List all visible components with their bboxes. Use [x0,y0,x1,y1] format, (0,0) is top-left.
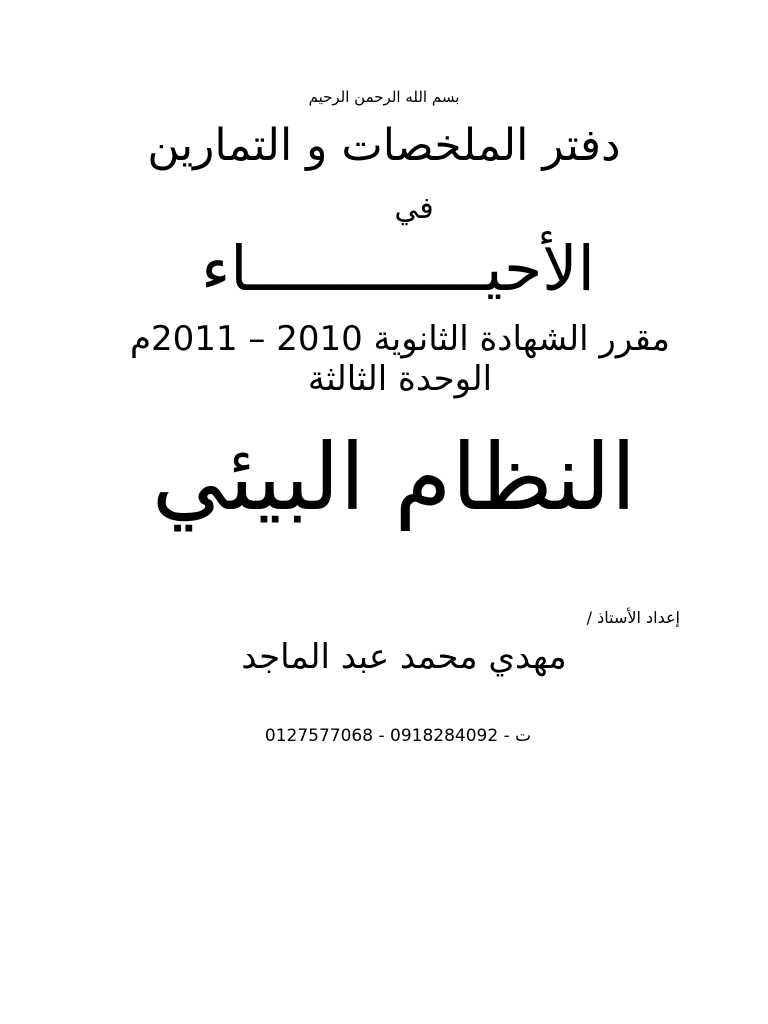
prepared-by-label: إعداد الأستاذ / [586,608,680,627]
phone-numbers: ت - 0918284092 - 0127577068 [264,726,532,746]
unit-line: الوحدة الثالثة [307,359,493,399]
preposition-text: في [394,191,434,226]
notebook-title: دفتر الملخصات و التمارين [147,120,621,171]
topic-heading: النظام البيئي [151,424,637,531]
subject-heading: الأحيـــــــــــــاء [201,232,595,305]
course-line: مقرر الشهادة الثانوية 2010 – 2011م [129,319,671,359]
author-name: مهدي محمد عبد الماجد [241,637,567,677]
basmala-text: بسم الله الرحمن الرحيم [308,88,460,106]
